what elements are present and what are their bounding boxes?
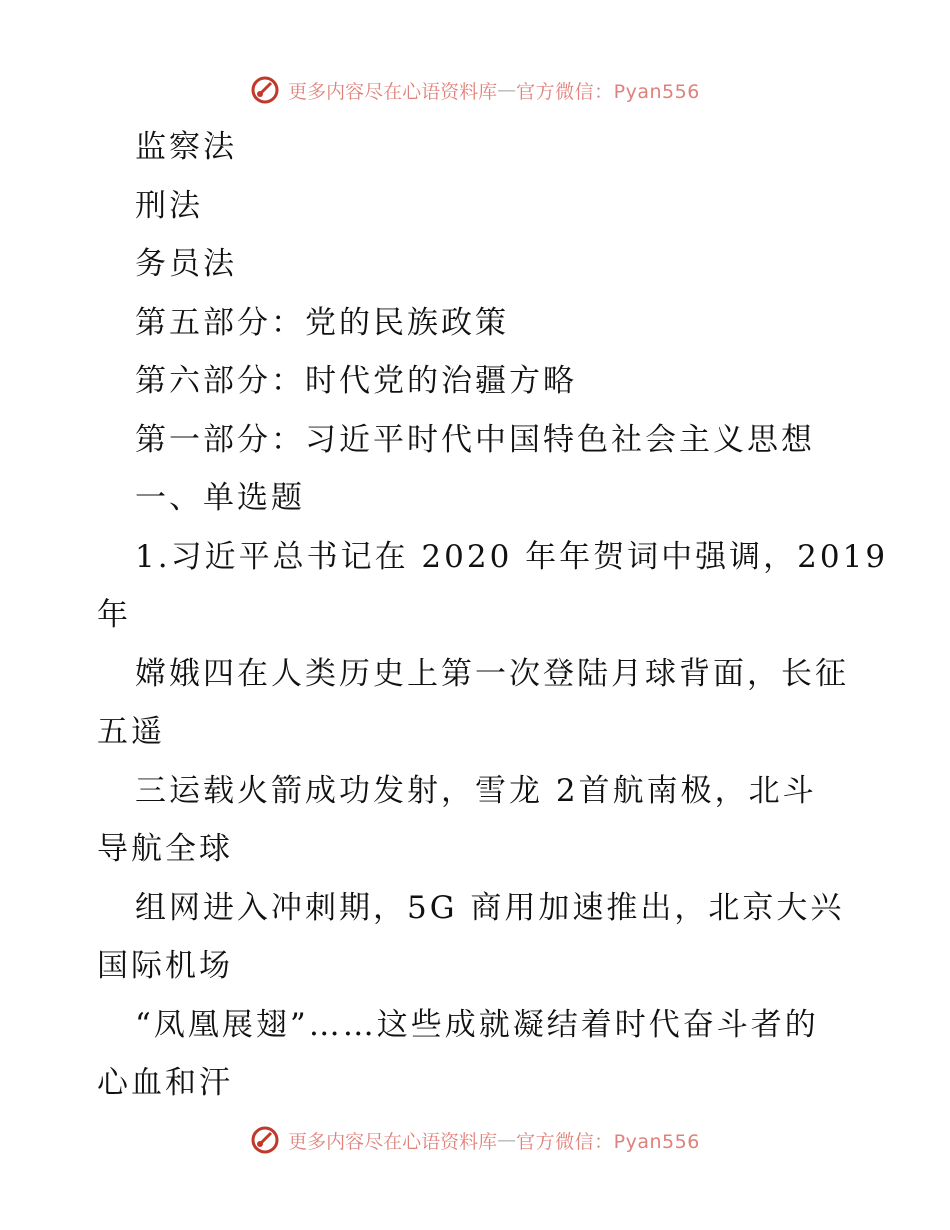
question-text-line: 嫦娥四在人类历史上第一次登陆月球背面，长征	[135, 655, 849, 692]
question-type-heading: 一、单选题	[135, 480, 305, 516]
question-text-line: “凤凰展翅”……这些成就凝结着时代奋斗者的	[135, 1006, 819, 1043]
watermark-account: 官方微信：Pyan556	[516, 1130, 700, 1153]
text-line: 监察法	[135, 129, 237, 165]
text-line: 务员法	[135, 246, 237, 282]
question-text-line: 心血和汗	[97, 1065, 233, 1101]
logo-icon	[250, 75, 280, 105]
question-text-line: 年	[97, 597, 131, 633]
question-text-line: 1.习近平总书记在 2020 年年贺词中强调，2019	[135, 538, 889, 575]
watermark-dash: —	[497, 79, 517, 101]
section-heading: 第五部分：党的民族政策	[135, 304, 509, 341]
question-text-line: 三运载火箭成功发射，雪龙 2首航南极，北斗	[135, 772, 817, 809]
question-text-line: 国际机场	[97, 948, 233, 984]
document-body	[97, 118, 889, 1113]
section-heading: 第六部分：时代党的治疆方略	[135, 363, 577, 399]
logo-icon	[250, 1125, 280, 1155]
watermark-brand: 更多内容尽在心语资料库	[288, 80, 498, 103]
watermark-account: 官方微信：Pyan556	[516, 80, 700, 103]
text-line: 刑法	[135, 187, 203, 224]
question-text-line: 导航全球	[97, 831, 233, 867]
question-text-line: 组网进入冲刺期，5G 商用加速推出，北京大兴	[135, 889, 845, 926]
header-watermark	[0, 70, 950, 110]
question-text-line: 五遥	[97, 714, 165, 750]
watermark-brand: 更多内容尽在心语资料库	[288, 1130, 498, 1153]
watermark-dash: —	[497, 1129, 517, 1151]
footer-watermark	[0, 1120, 950, 1160]
section-heading: 第一部分：习近平时代中国特色社会主义思想	[135, 421, 815, 458]
